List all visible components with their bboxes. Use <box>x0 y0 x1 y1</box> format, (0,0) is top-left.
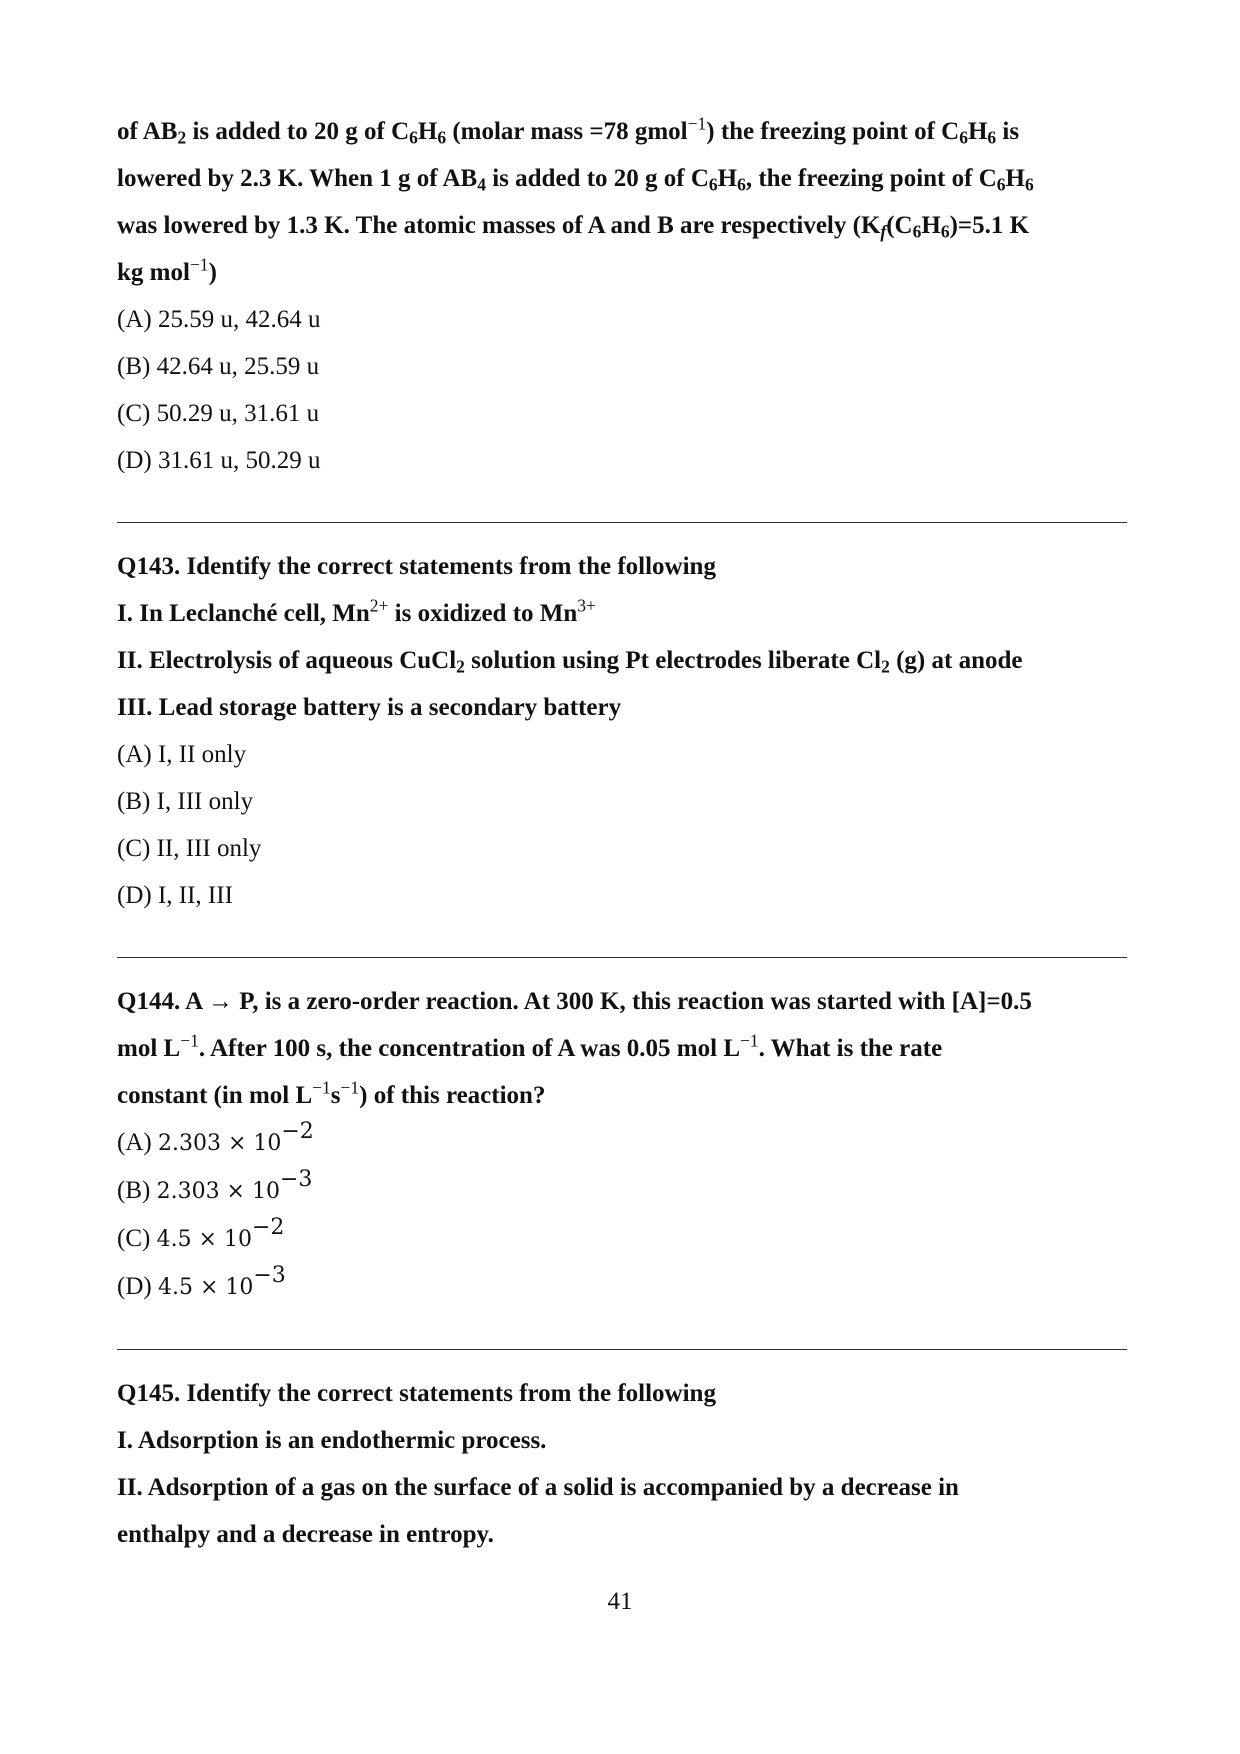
question-text-line: lowered by 2.3 K. When 1 g of $AB_4$ is added to 20 g of $C_6H_6$, the freezing point of $C_6H_6$ <box>117 165 1034 195</box>
question-text-line: was lowered by 1.3 K. The atomic masses of A and B are respectively ($K_f(C_6H_6)=5.1$ K <box>117 212 1030 242</box>
option-c[interactable]: (C) 50.29 u, 31.61 u <box>117 400 320 427</box>
statement-1: I. In Leclanché cell, $Mn^{2+}$ is oxidized to $Mn^{3+}$ <box>117 595 596 627</box>
question-text-line: mol $L^{-1}$. After 100 s, the concentration of A was 0.05 mol $L^{-1}$. What is the rate <box>117 1030 943 1062</box>
option-b[interactable]: (B) 42.64 u, 25.59 u <box>117 353 320 380</box>
question-text-line: kg mol$^{-1}$) <box>117 254 217 286</box>
question-text-line: of $AB_2$ is added to 20 g of $C_6H_6$ (molar mass =78 gmol$^{-1}$) the freezing point of $C_6H_6$ is <box>117 113 1020 148</box>
question-145 <box>117 1370 1127 1558</box>
question-continuation <box>117 108 1127 484</box>
option-a[interactable]: (A) I, II only <box>117 741 247 768</box>
option-d[interactable]: (D) I, II, III <box>117 882 233 909</box>
page-content <box>117 108 1127 1558</box>
option-d[interactable]: (D) $4.5 \times 10^{-3}$ <box>117 1262 286 1300</box>
page-number: 41 <box>607 1588 633 1615</box>
statement-2: II. Electrolysis of aqueous CuCl$_2$ solution using Pt electrodes liberate $Cl_2$ (g) at anode <box>117 647 1023 677</box>
question-title: Q144. A → P, is a zero-order reaction. At 300 K, this reaction was started with [A]=0.5 <box>117 988 1032 1015</box>
statement-2: II. Adsorption of a gas on the surface of a solid is accompanied by a decrease in <box>117 1474 959 1501</box>
option-c[interactable]: (C) II, III only <box>117 835 262 862</box>
question-title: Q145. Identify the correct statements from the following <box>117 1380 716 1407</box>
question-143 <box>117 543 1127 919</box>
question-title: Q143. Identify the correct statements from the following <box>117 553 716 580</box>
statement-3: III. Lead storage battery is a secondary battery <box>117 694 622 721</box>
statement-2-continued: enthalpy and a decrease in entropy. <box>117 1521 494 1548</box>
option-b[interactable]: (B) $2.303 \times 10^{-3}$ <box>117 1166 313 1204</box>
option-a[interactable]: (A) 25.59 u, 42.64 u <box>117 306 321 333</box>
statement-1: I. Adsorption is an endothermic process. <box>117 1427 547 1454</box>
option-d[interactable]: (D) 31.61 u, 50.29 u <box>117 447 321 474</box>
option-c[interactable]: (C) $4.5 \times 10^{-2}$ <box>117 1214 285 1252</box>
question-144 <box>117 978 1127 1311</box>
option-a[interactable]: (A) $2.303 \times 10^{-2}$ <box>117 1118 314 1156</box>
option-b[interactable]: (B) I, III only <box>117 788 254 815</box>
question-text-line: constant (in mol $L^{-1}s^{-1}$) of this reaction? <box>117 1077 546 1109</box>
